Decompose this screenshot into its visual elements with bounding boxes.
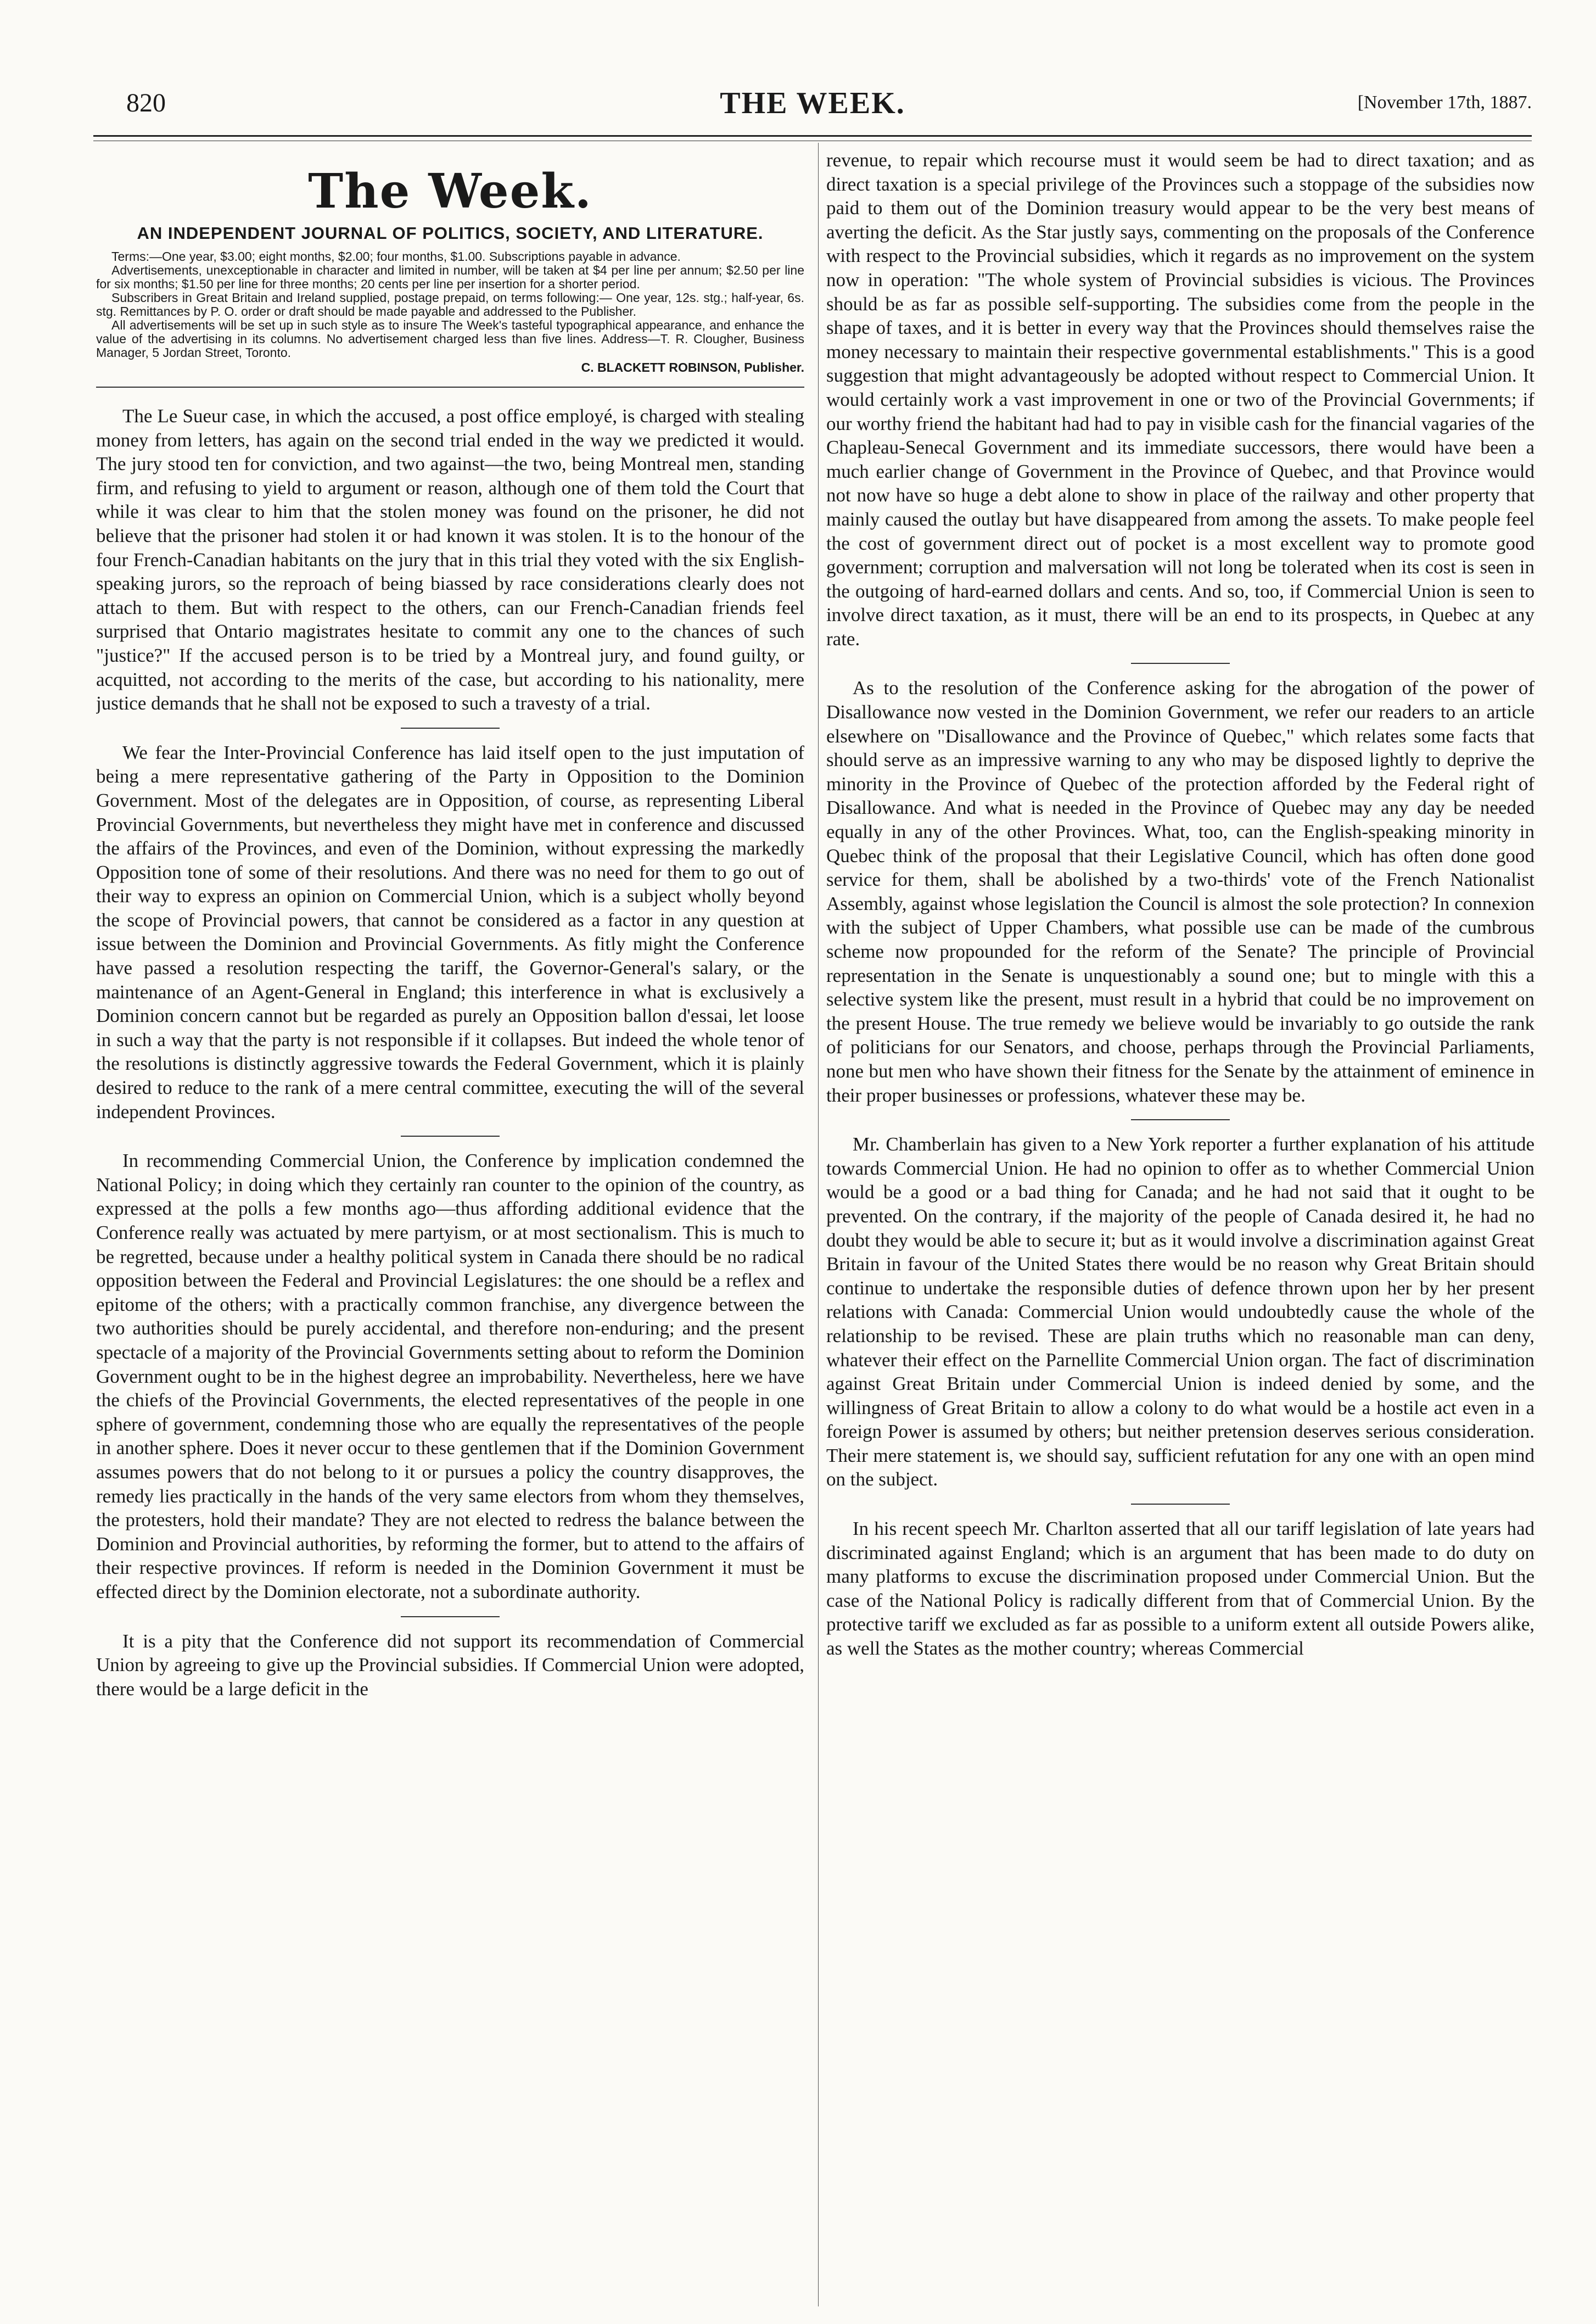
- article-separator: [401, 1616, 500, 1617]
- publisher-signature: C. BLACKETT ROBINSON, Publisher.: [581, 360, 804, 375]
- article-provincial-subsidies: It is a pity that the Conference did not support its recommendation of Commercial Union by agreeing to give up the Provincial subsidies. If Commercial Union were adopted, there would be a large deficit in the: [96, 1630, 804, 1700]
- article-charlton-speech: In his recent speech Mr. Charlton asserted that all our tariff legislation of late years had discriminated against England; which is an argument that has been made to do duty on many platforms to excuse the discrimination proposed under Commercial Union. But the case of the National Policy is radically different from that of Commercial Union. By the protective tariff we excluded as far as possible to a uniform extent all outside Powers alike, as well the States as the mother country; whereas Commercial: [826, 1518, 1535, 1660]
- article-separator: [401, 728, 500, 729]
- article-separator: [401, 1136, 500, 1137]
- article-separator: [1131, 1504, 1230, 1505]
- terms-line: Advertisements, unexceptionable in character and limited in number, will be taken at $4 per line per annum; $2.50 per line for six months; $1.50 per line for three months; 20 cents per line per insertion for a shorter period.: [96, 263, 804, 291]
- terms-line: Subscribers in Great Britain and Ireland supplied, postage prepaid, on terms following:— One year, 12s. stg.; half-year, 6s. stg. Remittances by P. O. order or draft should be made payable and addressed to the Publisher.: [96, 290, 804, 319]
- nameplate-subtitle: AN INDEPENDENT JOURNAL OF POLITICS, SOCIETY, AND LITERATURE.: [137, 224, 764, 243]
- running-masthead: THE WEEK.: [720, 86, 905, 120]
- left-column: [96, 148, 804, 2301]
- article-le-sueur-case: The Le Sueur case, in which the accused, a post office employé, is charged with stealing money from letters, has again on the second trial ended in the way we predicted it would. The jury stood ten for conviction, and two against—the two, being Montreal men, standing firm, and refusing to yield to argument or reason, although one of them told the Court that while it was clear to him that the stolen money was found on the prisoner, he did not believe that the prisoner had stolen it or had known it was stolen. It is to the honour of the four French-Canadian habitants on the jury that in this trial they voted with the six English-speaking jurors, so the reproach of being biassed by race considerations clearly does not attach to them. But with respect to the others, can our French-Canadian friends feel surprised that Ontario magistrates hesitate to commit any one to the chances of such "justice?" If the accused person is to be tried by a Montreal jury, and found guilty, or acquitted, not according to the merits of the case, but according to his nationality, mere justice demands that he shall not be exposed to such a travesty of a trial.: [96, 405, 804, 714]
- issue-date: [November 17th, 1887.: [1357, 92, 1532, 113]
- subscription-terms: [96, 250, 804, 375]
- article-chamberlain: Mr. Chamberlain has given to a New York reporter a further explanation of his attitude towards Commercial Union. He had no opinion to offer as to whether Commercial Union would be a good or a bad thing for Canada; and he had not said that it ought to be prevented. On the contrary, if the majority of the people of Canada desired it, he had no doubt they would be able to secure it; but as it would involve a discrimination against Great Britain in favour of the United States there would be no reason why Great Britain should continue to undertake the responsible duties of defence thrown upon her by her present relations with Canada: Commercial Union would undoubtedly cause the whole of the relationship to be revised. These are plain truths which no reasonable man can deny, whatever their effect on the Parnellite Commercial Union organ. The fact of discrimination against Great Britain under Commercial Union is indeed denied by some, and the willingness of Great Britain to allow a colony to do what would be a hostile act even in a foreign Power is assumed by others; but neither pretension deserves serious consideration. Their mere statement is, we should say, sufficient refutation for any one with an open mind on the subject.: [826, 1133, 1535, 1490]
- article-inter-provincial-conference: We fear the Inter-Provincial Conference has laid itself open to the just imputation of being a mere representative gathering of the Party in Opposition to the Dominion Government. Most of the delegates are in Opposition, of course, as representing Liberal Provincial Governments, but nevertheless they might have met in conference and discussed the affairs of the Provinces, and even of the Dominion, without expressing the markedly Opposition tone of some of their resolutions. And there was no need for them to go out of their way to express an opinion on Commercial Union, which is a subject wholly beyond the scope of Provincial powers, that cannot be considered as a factor in any question at issue between the Dominion and Provincial Governments. As fitly might the Conference have passed a resolution respecting the tariff, the Governor-General's salary, or the maintenance of an Agent-General in England; this interference in what is exclusively a Dominion concern cannot but be regarded as purely an Opposition ballon d'essai, let loose in such a way that the party is not responsible if it collapses. But indeed the whole tenor of the resolutions is distinctly aggressive towards the Federal Government, which it is plainly desired to reduce to the rank of a mere central committee, executing the will of the several independent Provinces.: [96, 741, 804, 1122]
- article-commercial-union: In recommending Commercial Union, the Conference by implication condemned the National Policy; in doing which they certainly ran counter to the opinion of the country, as expressed at the polls a few months ago—thus affording additional evidence that the Conference really was actuated by mere partyism, or at most sectionalism. This is much to be regretted, because under a healthy political system in Canada there should be no radical opposition between the Federal and Provincial Legislatures: the one should be a reflex and epitome of the others; with a practically common franchise, any divergence between the two authorities should be purely accidental, and therefore non-enduring; and the present spectacle of a majority of the Provincial Governments setting about to reform the Dominion Government ought to be in the highest degree an improbability. Nevertheless, here we have the chiefs of the Provincial Governments, the elected representatives of the people in one sphere of government, condemning those who are equally the representatives of the people in another sphere. Does it never occur to these gentlemen that if the Dominion Government assumes powers that do not belong to it or pursues a policy the country disapproves, the remedy lies practically in the hands of the very same electors from whom they themselves, the protesters, hold their mandate? They are not elected to redress the balance between the Dominion and Provincial authorities, by reforming the former, but to attend to the affairs of their respective provinces. If reform is needed in the Dominion Government it must be effected direct by the Dominion electorate, not a subordinate authority.: [96, 1150, 804, 1602]
- column-divider: [818, 143, 819, 2306]
- header-rule: [93, 135, 1532, 137]
- article-separator: [1131, 1119, 1230, 1120]
- article-provincial-subsidies-continued: revenue, to repair which recourse must it would seem be had to direct taxation; and as direct taxation is a special privilege of the Provinces such a stoppage of the subsidies now paid to them out of the Dominion treasury would appear to be the very best means of averting the deficit. As the Star justly says, commenting on the proposals of the Conference with respect to the Provincial subsidies, which it regards as no improvement on the system now in operation: "The whole system of Provincial subsidies is vicious. The Provinces should be as far as possible self-supporting. The subsidies come from the people in the shape of taxes, and it is better in every way that the Provinces should themselves raise the money necessary to maintain their respective governmental establishments." This is a good suggestion that might advantageously be adopted without respect to Commercial Union. It would certainly work a vast improvement in one or two of the Provincial Governments; if our worthy friend the habitant had had to pay in visible cash for the financial vagaries of the Chapleau-Senecal Government and its immediate successors, there would have been a much earlier change of Government in the Province of Quebec, and that Province would not now have so huge a debt alone to show in place of the railway and other property that mainly caused the outlay but have disappeared from among the assets. To make people feel the cost of government direct out of pocket is a most excellent way to promote good government; corruption and malversation will not long be tolerated when its cost is seen in the outgoing of hard-earned dollars and cents. And so, too, if Commercial Union is seen to involve direct taxation, as it must, there will be an end to its prospects, in Quebec at any rate.: [826, 149, 1535, 650]
- article-disallowance: As to the resolution of the Conference asking for the abrogation of the power of Disallowance now vested in the Dominion Government, we refer our readers to an article elsewhere on "Disallowance and the Province of Quebec," which relates some facts that should serve as an impressive warning to any who may be disposed lightly to deprive the minority in the Province of Quebec of the protection afforded by the Federal right of Disallowance. And what is needed in the Province of Quebec may any day be needed equally in any of the other Provinces. What, too, can the English-speaking minority in Quebec think of the proposal that their Legislative Council, which has often done good service for them, shall be abolished by a two-thirds' vote of the French Nationalist Assembly, against whose legislation the Council is almost the sole protection? In connexion with the subject of Upper Chambers, what possible use can be made of the cumbrous scheme now propounded for the reform of the Senate? The principle of Provincial representation in the Senate is unquestionably a sound one; but to mingle with this a selective system like the present, must result in a hybrid that could be no improvement on the present House. The true remedy we believe would be invariably to go outside the rank of politicians for our Senators, and choose, perhaps through the Provincial Parliaments, none but men who have shown their fitness for the Senate by the attainment of eminence in their proper businesses or professions, whatever these may be.: [826, 677, 1535, 1106]
- page-number: 820: [126, 88, 166, 118]
- terms-line: Terms:—One year, $3.00; eight months, $2.00; four months, $1.00. Subscriptions payable in advance.: [111, 249, 681, 264]
- page-header: [93, 88, 1532, 132]
- nameplate-title: The Week.: [308, 164, 592, 219]
- nameplate-rule: [96, 387, 804, 388]
- right-column: [826, 148, 1535, 2301]
- terms-line: All advertisements will be set up in such style as to insure The Week's tasteful typographical appearance, and enhance the value of the advertising in its columns. No advertisement charged less than five lines. Address—T. R. Clougher, Business Manager, 5 Jordan Street, Toronto.: [96, 318, 804, 360]
- article-separator: [1131, 663, 1230, 664]
